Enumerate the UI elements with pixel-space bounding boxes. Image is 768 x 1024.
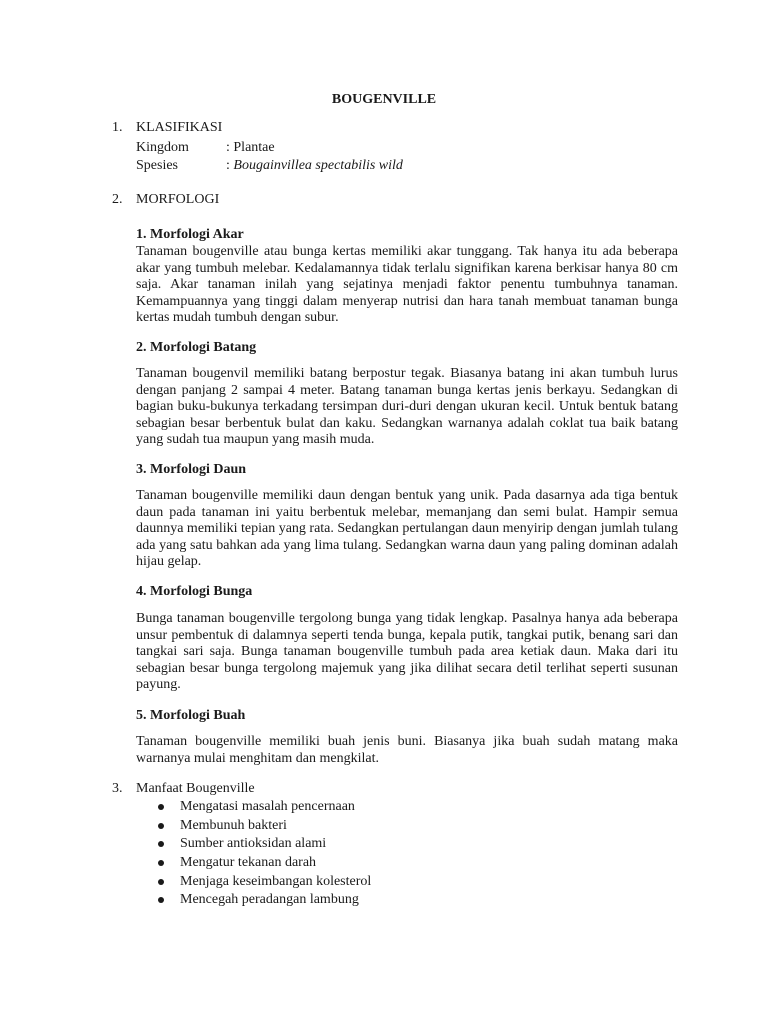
list-item <box>156 891 371 910</box>
paragraph-daun: Tanaman bougenville memiliki daun dengan bentuk yang unik. Pada dasarnya ada tiga bentuk daun pada tanaman ini yaitu berbentuk melebar, memanjang dan semi bulat. Hampir semua daunnya memiliki tepian yang rata. Sedangkan pertulangan daun menyirip dengan jumlah tulang ada yang satu bahkan ada yang lima tulang. Sedangkan warna daun yang paling dominan adalah hijau gelap. <box>136 488 678 570</box>
paragraph-bunga: Bunga tanaman bougenville tergolong bunga yang tidak lengkap. Pasalnya hanya ada beberapa unsur pembentuk di dalamnya seperti tenda bunga, kepala putik, tangkai putik, benang sari dan tangkai sari saja. Bunga tanaman bougenville tumbuh pada area ketiak daun. Maka dari itu sebagian besar bunga tergolong majemuk yang jika dilihat secara detil terlihat seperti susunan payung. <box>136 611 678 693</box>
subsection-heading-akar: 1. Morfologi Akar <box>136 227 244 242</box>
section-number: 3. <box>112 781 123 796</box>
bullet-icon <box>158 860 164 866</box>
bullet-icon <box>158 841 164 847</box>
list-item <box>156 854 371 873</box>
bullet-icon <box>158 823 164 829</box>
field-value-text: Bougainvillea spectabilis wild <box>233 158 403 173</box>
field-key-kingdom: Kingdom <box>136 140 189 155</box>
field-separator: : <box>226 158 234 173</box>
benefits-list <box>156 798 371 910</box>
list-item-text: Membunuh bakteri <box>180 817 287 833</box>
list-item-text: Menjaga keseimbangan kolesterol <box>180 873 372 889</box>
list-item-text: Mencegah peradangan lambung <box>180 892 359 908</box>
bullet-icon <box>158 897 164 903</box>
subsection-heading-bunga: 4. Morfologi Bunga <box>136 584 253 599</box>
field-separator: : <box>226 140 234 155</box>
document-title: BOUGENVILLE <box>331 92 437 107</box>
list-item-text: Sumber antioksidan alami <box>180 836 327 852</box>
paragraph-batang: Tanaman bougenvil memiliki batang berpostur tegak. Biasanya batang ini akan tumbuh lurus dengan panjang 2 sampai 4 meter. Batang tanaman bunga kertas jenis berkayu. Sedangkan di bagian buku-bukunya terkadang tersimpan duri-duri dengan ukuran kecil. Untuk bentuk batang sebagian besar berbentuk bulat dan kaku. Sedangkan warnanya adalah coklat tua baik batang yang sudah tua maupun yang masih muda. <box>136 366 678 448</box>
subsection-heading-daun: 3. Morfologi Daun <box>136 462 247 477</box>
list-item <box>156 817 371 836</box>
field-value-spesies <box>226 158 403 174</box>
list-item <box>156 873 371 892</box>
section-heading-klasifikasi: KLASIFIKASI <box>136 120 223 135</box>
bullet-icon <box>158 804 164 810</box>
section-number: 2. <box>112 192 123 207</box>
list-item <box>156 798 371 817</box>
field-value-kingdom <box>226 140 275 156</box>
field-key-spesies: Spesies <box>136 158 178 173</box>
paragraph-buah: Tanaman bougenville memiliki buah jenis buni. Biasanya jika buah sudah matang maka warnanya mulai menghitam dan mengkilat. <box>136 734 678 766</box>
list-item <box>156 835 371 854</box>
subsection-heading-buah: 5. Morfologi Buah <box>136 708 246 723</box>
bullet-icon <box>158 879 164 885</box>
field-value-text: Plantae <box>233 140 275 155</box>
section-heading-manfaat: Manfaat Bougenville <box>136 781 255 796</box>
paragraph-akar: Tanaman bougenville atau bunga kertas memiliki akar tunggang. Tak hanya itu ada beberapa akar yang tumbuh melebar. Kedalamannya tidak terlalu signifikan karena berkisar hanya 80 cm saja. Akar tanaman inilah yang sejatinya menjadi faktor penentu tumbuhnya tanaman. Kemampuannya yang tinggi dalam menyerap nutrisi dan hara tanah membuat tanaman bunga kertas mudah tumbuh dengan subur. <box>136 244 678 326</box>
list-item-text: Mengatasi masalah pencernaan <box>180 799 355 814</box>
section-heading-morfologi: MORFOLOGI <box>136 192 220 207</box>
list-item-text: Mengatur tekanan darah <box>180 855 317 871</box>
subsection-heading-batang: 2. Morfologi Batang <box>136 340 257 355</box>
section-number: 1. <box>112 120 123 135</box>
